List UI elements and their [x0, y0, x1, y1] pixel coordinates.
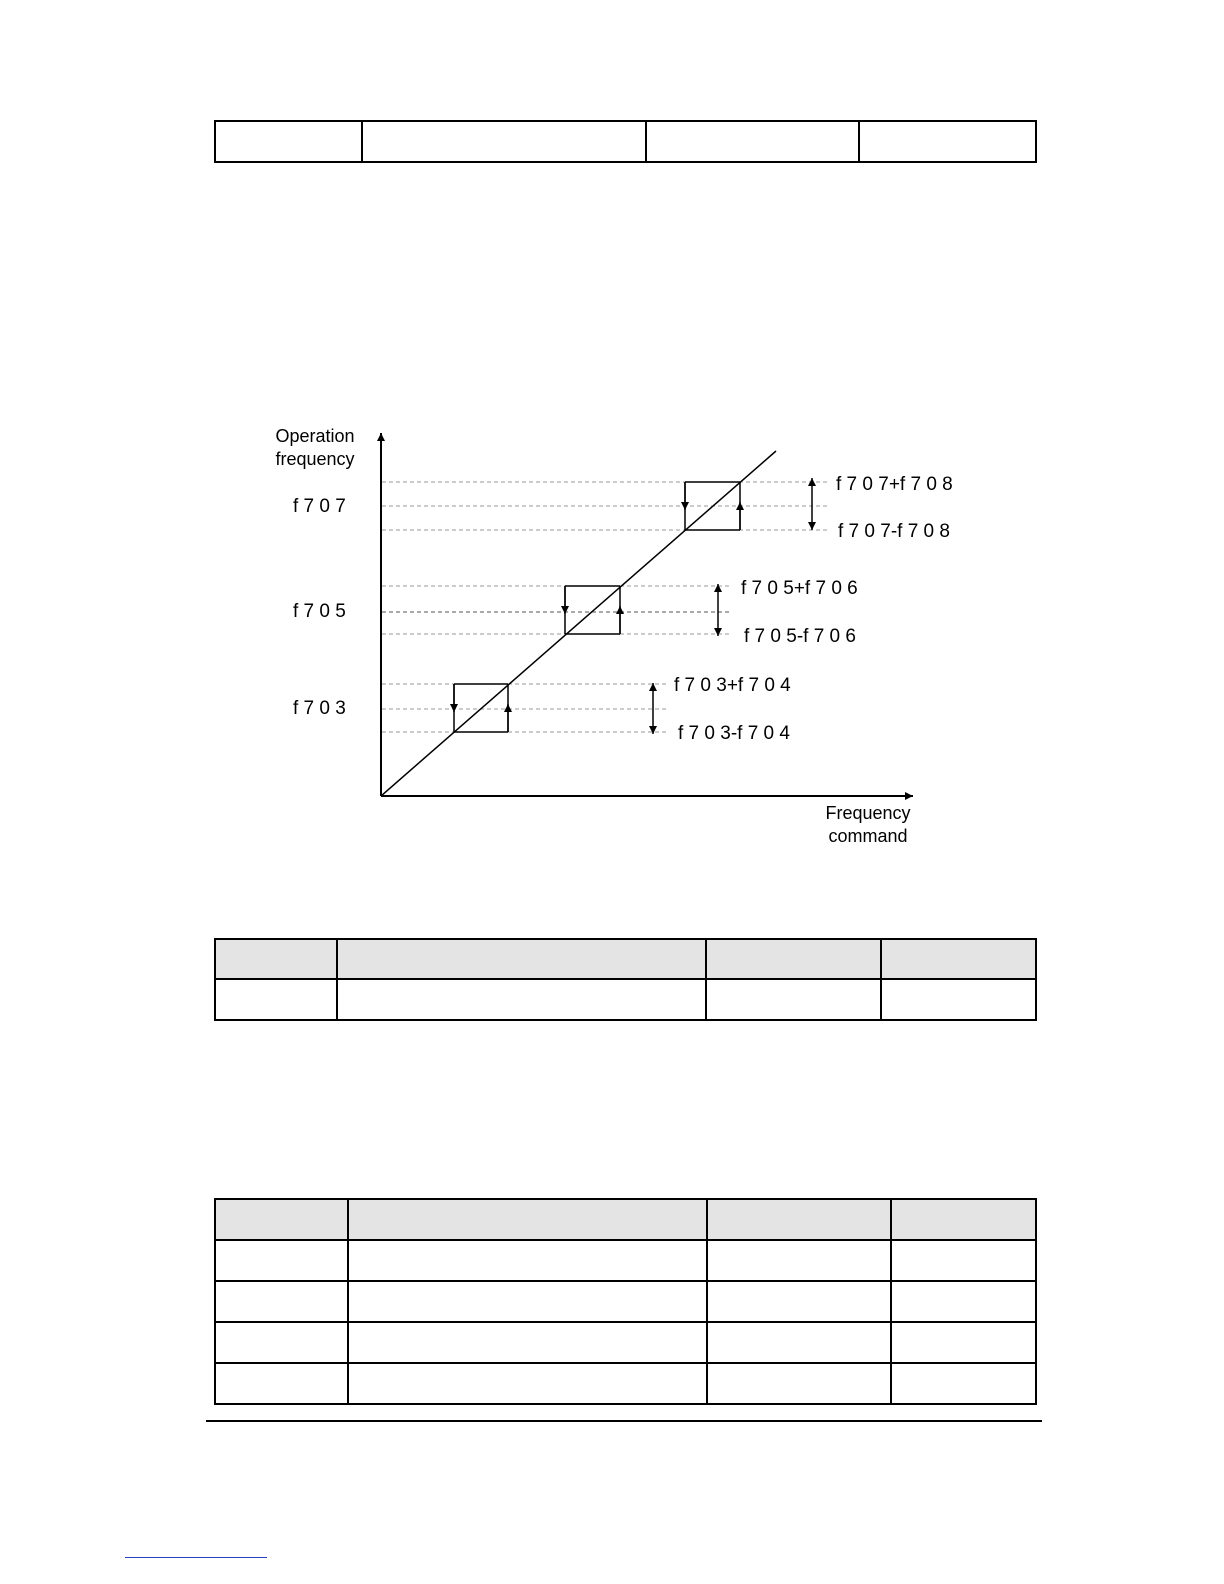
y-axis-label-line2: frequency [275, 449, 355, 469]
table-row [215, 1363, 1036, 1404]
table-cell [215, 1240, 348, 1281]
table-cell [706, 979, 881, 1020]
table-row [215, 1322, 1036, 1363]
table-cell [707, 1322, 891, 1363]
table-cell [215, 1281, 348, 1322]
header-cell [215, 939, 337, 979]
band-label-f703-upper: f 7 0 3+f 7 0 4 [674, 675, 791, 696]
table-cell [891, 1322, 1036, 1363]
table-cell [891, 1281, 1036, 1322]
header-cell [706, 939, 881, 979]
header-cell [348, 1199, 707, 1240]
table-cell [215, 979, 337, 1020]
header-cell [881, 939, 1036, 979]
center-label-f703: f 7 0 3 [293, 698, 346, 719]
table-cell [707, 1240, 891, 1281]
header-cell [215, 1199, 348, 1240]
table-row [215, 1240, 1036, 1281]
table-row [215, 1281, 1036, 1322]
band-label-f703-lower: f 7 0 3-f 7 0 4 [678, 723, 790, 744]
table-cell [215, 1363, 348, 1404]
center-label-f705: f 7 0 5 [293, 601, 346, 622]
table-cell [348, 1240, 707, 1281]
header-cell [707, 1199, 891, 1240]
table-cell [881, 979, 1036, 1020]
band-label-f705-lower: f 7 0 5-f 7 0 6 [744, 626, 856, 647]
table-cell [348, 1322, 707, 1363]
table-cell [215, 1322, 348, 1363]
table-row [215, 979, 1036, 1020]
center-label-f707: f 7 0 7 [293, 496, 346, 517]
x-axis-label-line2: command [828, 826, 908, 846]
table-cell [337, 979, 706, 1020]
band-label-f707-lower: f 7 0 7-f 7 0 8 [838, 521, 950, 542]
table-cell [348, 1281, 707, 1322]
y-axis-label-line1: Operation [275, 426, 355, 446]
footer-rule [206, 1420, 1042, 1422]
band-label-f707-upper: f 7 0 7+f 7 0 8 [836, 474, 953, 495]
header-cell [337, 939, 706, 979]
bottom-table [214, 1198, 1037, 1405]
jump-band-f705 [565, 586, 620, 634]
table-cell [707, 1281, 891, 1322]
middle-table [214, 938, 1037, 1021]
header-cell [891, 1199, 1036, 1240]
table-cell [348, 1363, 707, 1404]
table-cell [891, 1363, 1036, 1404]
table-header-row [215, 1199, 1036, 1240]
footnote-separator [125, 1557, 267, 1558]
table-cell [707, 1363, 891, 1404]
table-cell [891, 1240, 1036, 1281]
band-label-f705-upper: f 7 0 5+f 7 0 6 [741, 578, 858, 599]
x-axis-label-line1: Frequency [825, 803, 911, 823]
diagonal-line [381, 451, 776, 796]
table-header-row [215, 939, 1036, 979]
